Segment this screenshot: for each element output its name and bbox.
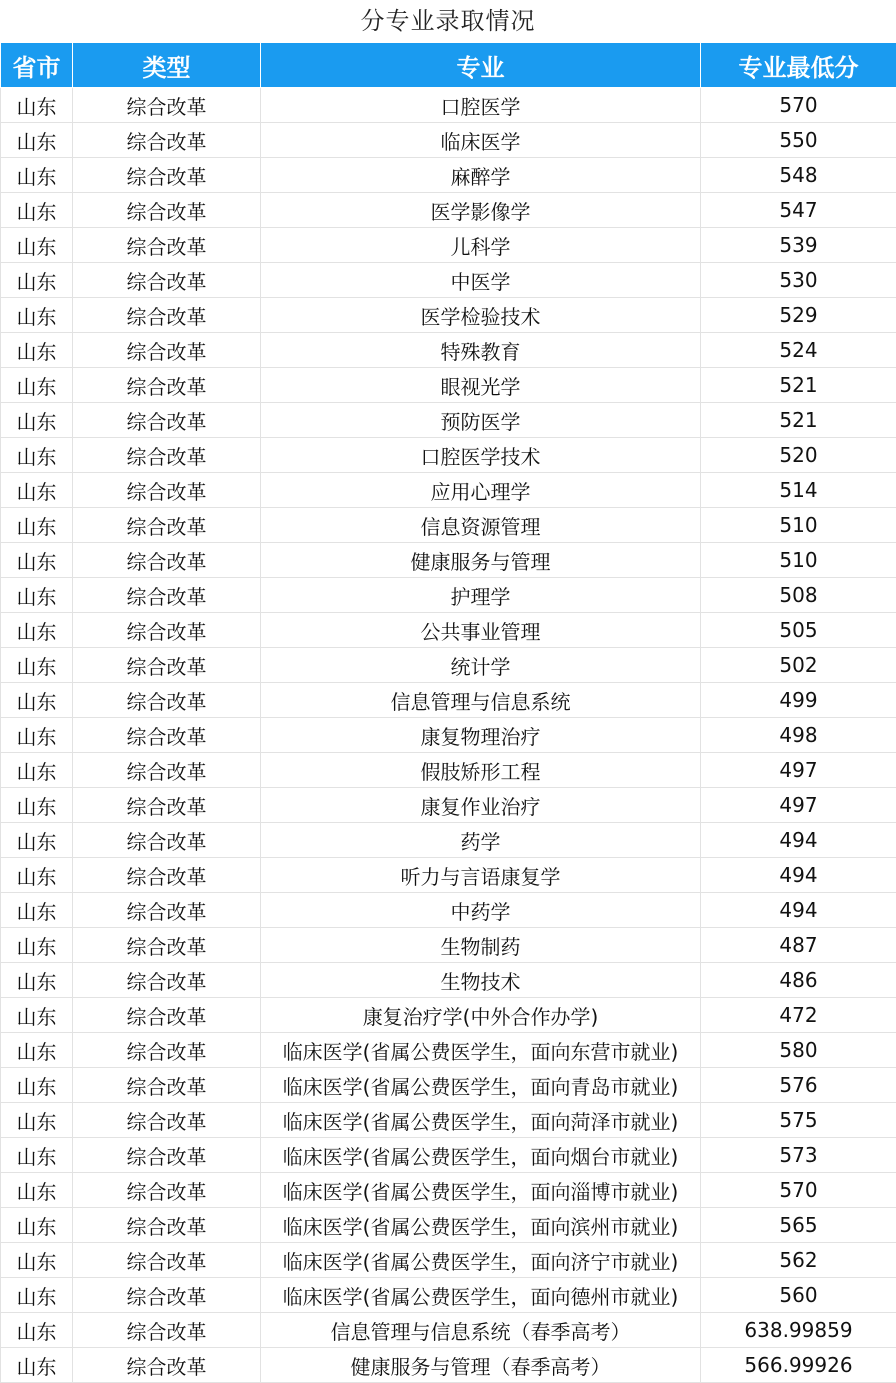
cell-province: 山东 xyxy=(1,1208,73,1243)
cell-type: 综合改革 xyxy=(73,613,261,648)
cell-province: 山东 xyxy=(1,1278,73,1313)
cell-min-score: 566.99926 xyxy=(701,1348,896,1383)
cell-type: 综合改革 xyxy=(73,193,261,228)
cell-province: 山东 xyxy=(1,333,73,368)
cell-major: 健康服务与管理 xyxy=(261,543,701,578)
cell-province: 山东 xyxy=(1,508,73,543)
cell-province: 山东 xyxy=(1,578,73,613)
cell-province: 山东 xyxy=(1,438,73,473)
cell-type: 综合改革 xyxy=(73,578,261,613)
cell-min-score: 529 xyxy=(701,298,896,333)
table-row xyxy=(1,753,896,788)
table-row xyxy=(1,1103,896,1138)
cell-province: 山东 xyxy=(1,823,73,858)
cell-major: 临床医学(省属公费医学生，面向东营市就业) xyxy=(261,1033,701,1068)
cell-min-score: 550 xyxy=(701,123,896,158)
cell-major: 临床医学(省属公费医学生，面向滨州市就业) xyxy=(261,1208,701,1243)
cell-type: 综合改革 xyxy=(73,1243,261,1278)
cell-major: 药学 xyxy=(261,823,701,858)
table-row xyxy=(1,193,896,228)
cell-type: 综合改革 xyxy=(73,1278,261,1313)
cell-min-score: 497 xyxy=(701,753,896,788)
table-row xyxy=(1,228,896,263)
table-row xyxy=(1,928,896,963)
cell-major: 假肢矫形工程 xyxy=(261,753,701,788)
table-row xyxy=(1,683,896,718)
cell-type: 综合改革 xyxy=(73,963,261,998)
cell-min-score: 530 xyxy=(701,263,896,298)
cell-major: 特殊教育 xyxy=(261,333,701,368)
cell-min-score: 510 xyxy=(701,508,896,543)
cell-province: 山东 xyxy=(1,1033,73,1068)
cell-min-score: 521 xyxy=(701,368,896,403)
cell-type: 综合改革 xyxy=(73,1208,261,1243)
cell-province: 山东 xyxy=(1,1068,73,1103)
header-type: 类型 xyxy=(73,43,261,88)
table-row xyxy=(1,823,896,858)
cell-major: 临床医学(省属公费医学生，面向青岛市就业) xyxy=(261,1068,701,1103)
table-row xyxy=(1,998,896,1033)
table-row xyxy=(1,858,896,893)
cell-type: 综合改革 xyxy=(73,158,261,193)
cell-major: 生物技术 xyxy=(261,963,701,998)
table-row xyxy=(1,1243,896,1278)
table-row xyxy=(1,333,896,368)
cell-major: 护理学 xyxy=(261,578,701,613)
cell-province: 山东 xyxy=(1,613,73,648)
cell-min-score: 560 xyxy=(701,1278,896,1313)
cell-major: 统计学 xyxy=(261,648,701,683)
cell-type: 综合改革 xyxy=(73,788,261,823)
table-row xyxy=(1,473,896,508)
cell-type: 综合改革 xyxy=(73,753,261,788)
table-row xyxy=(1,648,896,683)
cell-province: 山东 xyxy=(1,543,73,578)
cell-min-score: 521 xyxy=(701,403,896,438)
cell-province: 山东 xyxy=(1,753,73,788)
admission-table xyxy=(0,42,896,1383)
cell-province: 山东 xyxy=(1,788,73,823)
table-row xyxy=(1,963,896,998)
cell-min-score: 548 xyxy=(701,158,896,193)
cell-min-score: 505 xyxy=(701,613,896,648)
cell-min-score: 573 xyxy=(701,1138,896,1173)
cell-province: 山东 xyxy=(1,298,73,333)
cell-min-score: 570 xyxy=(701,88,896,123)
cell-type: 综合改革 xyxy=(73,1173,261,1208)
cell-province: 山东 xyxy=(1,963,73,998)
table-row xyxy=(1,123,896,158)
cell-major: 信息管理与信息系统（春季高考） xyxy=(261,1313,701,1348)
cell-type: 综合改革 xyxy=(73,298,261,333)
cell-major: 临床医学(省属公费医学生，面向菏泽市就业) xyxy=(261,1103,701,1138)
cell-min-score: 494 xyxy=(701,893,896,928)
table-row xyxy=(1,438,896,473)
cell-type: 综合改革 xyxy=(73,1068,261,1103)
cell-min-score: 502 xyxy=(701,648,896,683)
cell-min-score: 520 xyxy=(701,438,896,473)
cell-min-score: 487 xyxy=(701,928,896,963)
cell-major: 听力与言语康复学 xyxy=(261,858,701,893)
cell-min-score: 486 xyxy=(701,963,896,998)
cell-province: 山东 xyxy=(1,368,73,403)
header-province: 省市 xyxy=(1,43,73,88)
cell-province: 山东 xyxy=(1,158,73,193)
table-row xyxy=(1,1208,896,1243)
cell-type: 综合改革 xyxy=(73,823,261,858)
table-row xyxy=(1,263,896,298)
cell-type: 综合改革 xyxy=(73,893,261,928)
cell-province: 山东 xyxy=(1,998,73,1033)
cell-province: 山东 xyxy=(1,228,73,263)
cell-min-score: 565 xyxy=(701,1208,896,1243)
table-row xyxy=(1,1033,896,1068)
cell-type: 综合改革 xyxy=(73,333,261,368)
cell-province: 山东 xyxy=(1,893,73,928)
cell-major: 应用心理学 xyxy=(261,473,701,508)
cell-province: 山东 xyxy=(1,718,73,753)
cell-type: 综合改革 xyxy=(73,543,261,578)
table-row xyxy=(1,1278,896,1313)
cell-min-score: 499 xyxy=(701,683,896,718)
cell-major: 口腔医学 xyxy=(261,88,701,123)
cell-major: 儿科学 xyxy=(261,228,701,263)
cell-province: 山东 xyxy=(1,473,73,508)
table-row xyxy=(1,1348,896,1383)
cell-min-score: 562 xyxy=(701,1243,896,1278)
cell-major: 口腔医学技术 xyxy=(261,438,701,473)
table-row xyxy=(1,788,896,823)
cell-major: 医学影像学 xyxy=(261,193,701,228)
cell-province: 山东 xyxy=(1,1138,73,1173)
cell-min-score: 570 xyxy=(701,1173,896,1208)
cell-major: 麻醉学 xyxy=(261,158,701,193)
cell-major: 医学检验技术 xyxy=(261,298,701,333)
table-row xyxy=(1,403,896,438)
cell-type: 综合改革 xyxy=(73,683,261,718)
cell-province: 山东 xyxy=(1,123,73,158)
cell-type: 综合改革 xyxy=(73,263,261,298)
cell-province: 山东 xyxy=(1,88,73,123)
header-min-score: 专业最低分 xyxy=(701,43,896,88)
cell-province: 山东 xyxy=(1,1243,73,1278)
cell-type: 综合改革 xyxy=(73,508,261,543)
cell-type: 综合改革 xyxy=(73,1033,261,1068)
cell-min-score: 580 xyxy=(701,1033,896,1068)
table-row xyxy=(1,1173,896,1208)
cell-type: 综合改革 xyxy=(73,718,261,753)
table-row xyxy=(1,88,896,123)
cell-province: 山东 xyxy=(1,263,73,298)
cell-min-score: 539 xyxy=(701,228,896,263)
cell-major: 健康服务与管理（春季高考） xyxy=(261,1348,701,1383)
cell-major: 临床医学 xyxy=(261,123,701,158)
cell-province: 山东 xyxy=(1,858,73,893)
cell-type: 综合改革 xyxy=(73,403,261,438)
cell-major: 临床医学(省属公费医学生，面向济宁市就业) xyxy=(261,1243,701,1278)
cell-min-score: 510 xyxy=(701,543,896,578)
cell-min-score: 638.99859 xyxy=(701,1313,896,1348)
cell-min-score: 498 xyxy=(701,718,896,753)
table-row xyxy=(1,158,896,193)
table-row xyxy=(1,368,896,403)
cell-province: 山东 xyxy=(1,928,73,963)
cell-major: 临床医学(省属公费医学生，面向烟台市就业) xyxy=(261,1138,701,1173)
cell-type: 综合改革 xyxy=(73,438,261,473)
table-row xyxy=(1,298,896,333)
page-title: 分专业录取情况 xyxy=(0,0,896,42)
table-row xyxy=(1,508,896,543)
cell-type: 综合改革 xyxy=(73,228,261,263)
cell-min-score: 547 xyxy=(701,193,896,228)
cell-type: 综合改革 xyxy=(73,998,261,1033)
table-body xyxy=(1,88,896,1383)
cell-province: 山东 xyxy=(1,403,73,438)
cell-major: 中药学 xyxy=(261,893,701,928)
cell-major: 康复治疗学(中外合作办学) xyxy=(261,998,701,1033)
cell-major: 信息资源管理 xyxy=(261,508,701,543)
cell-min-score: 508 xyxy=(701,578,896,613)
cell-province: 山东 xyxy=(1,683,73,718)
table-row xyxy=(1,1068,896,1103)
cell-province: 山东 xyxy=(1,193,73,228)
cell-min-score: 524 xyxy=(701,333,896,368)
cell-type: 综合改革 xyxy=(73,473,261,508)
cell-type: 综合改革 xyxy=(73,88,261,123)
table-row xyxy=(1,718,896,753)
cell-min-score: 472 xyxy=(701,998,896,1033)
cell-major: 临床医学(省属公费医学生，面向德州市就业) xyxy=(261,1278,701,1313)
cell-type: 综合改革 xyxy=(73,123,261,158)
cell-type: 综合改革 xyxy=(73,1138,261,1173)
table-row xyxy=(1,613,896,648)
cell-major: 康复物理治疗 xyxy=(261,718,701,753)
cell-type: 综合改革 xyxy=(73,928,261,963)
cell-min-score: 514 xyxy=(701,473,896,508)
cell-major: 公共事业管理 xyxy=(261,613,701,648)
cell-province: 山东 xyxy=(1,1103,73,1138)
cell-province: 山东 xyxy=(1,1173,73,1208)
table-row xyxy=(1,1138,896,1173)
cell-major: 康复作业治疗 xyxy=(261,788,701,823)
cell-min-score: 575 xyxy=(701,1103,896,1138)
cell-type: 综合改革 xyxy=(73,1313,261,1348)
cell-major: 中医学 xyxy=(261,263,701,298)
cell-major: 生物制药 xyxy=(261,928,701,963)
cell-min-score: 494 xyxy=(701,823,896,858)
cell-major: 预防医学 xyxy=(261,403,701,438)
cell-min-score: 494 xyxy=(701,858,896,893)
cell-type: 综合改革 xyxy=(73,648,261,683)
cell-province: 山东 xyxy=(1,648,73,683)
cell-province: 山东 xyxy=(1,1313,73,1348)
cell-min-score: 497 xyxy=(701,788,896,823)
table-row xyxy=(1,543,896,578)
cell-major: 临床医学(省属公费医学生，面向淄博市就业) xyxy=(261,1173,701,1208)
cell-min-score: 576 xyxy=(701,1068,896,1103)
cell-major: 信息管理与信息系统 xyxy=(261,683,701,718)
cell-type: 综合改革 xyxy=(73,1348,261,1383)
cell-type: 综合改革 xyxy=(73,858,261,893)
table-header-row xyxy=(1,43,896,88)
cell-type: 综合改革 xyxy=(73,1103,261,1138)
header-major: 专业 xyxy=(261,43,701,88)
table-row xyxy=(1,578,896,613)
cell-major: 眼视光学 xyxy=(261,368,701,403)
table-row xyxy=(1,1313,896,1348)
table-row xyxy=(1,893,896,928)
cell-type: 综合改革 xyxy=(73,368,261,403)
cell-province: 山东 xyxy=(1,1348,73,1383)
